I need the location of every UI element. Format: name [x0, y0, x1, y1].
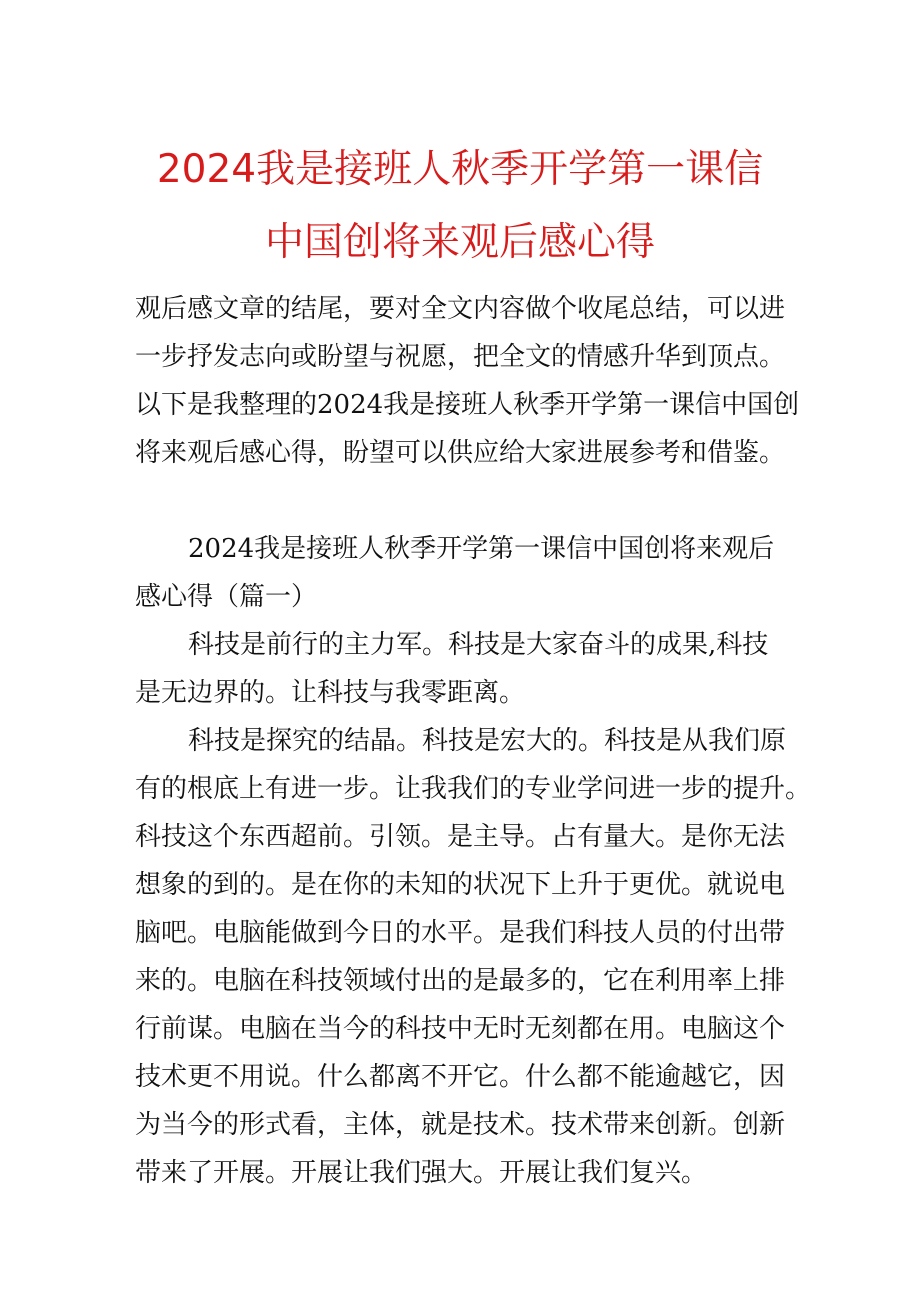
body-paragraph-1: [135, 621, 815, 717]
paragraph-line: 行前谋。电脑在当今的科技中无时无刻都在用。电脑这个: [135, 1014, 786, 1044]
intro-paragraph: [135, 285, 815, 477]
section-heading: [135, 525, 815, 621]
section-heading-line: 感心得（篇一）: [135, 582, 318, 612]
paragraph-line: 技术更不用说。什么都离不开它。什么都不能逾越它，因: [135, 1062, 786, 1092]
paragraph-line: 想象的到的。是在你的未知的状况下上升于更优。就说电: [135, 870, 786, 900]
paragraph-line: 带来了开展。开展让我们强大。开展让我们复兴。: [135, 1158, 708, 1188]
intro-line: 以下是我整理的2024我是接班人秋季开学第一课信中国创: [135, 390, 800, 420]
paragraph-line: 科技是探究的结晶。科技是宏大的。科技是从我们原: [188, 726, 787, 756]
body-paragraph-2: [135, 717, 815, 1197]
paragraph-line: 科技是前行的主力军。科技是大家奋斗的成果,科技: [188, 630, 769, 660]
document-title-line-1: 2024我是接班人秋季开学第一课信: [156, 147, 764, 192]
document-title-line-2: 中国创将来观后感心得: [264, 220, 655, 265]
intro-line: 将来观后感心得，盼望可以供应给大家进展参考和借鉴。: [135, 438, 786, 468]
paragraph-line: 为当今的形式看，主体，就是技术。技术带来创新。创新: [135, 1110, 786, 1140]
intro-line: 观后感文章的结尾，要对全文内容做个收尾总结，可以进: [135, 294, 786, 324]
paragraph-line: 有的根底上有进一步。让我我们的专业学问进一步的提升。: [135, 774, 812, 804]
section-heading-line: 2024我是接班人秋季开学第一课信中国创将来观后: [188, 534, 775, 564]
paragraph-line: 脑吧。电脑能做到今日的水平。是我们科技人员的付出带: [135, 918, 786, 948]
paragraph-line: 来的。电脑在科技领域付出的是最多的，它在利用率上排: [135, 966, 786, 996]
intro-line: 一步抒发志向或盼望与祝愿，把全文的情感升华到顶点。: [135, 342, 786, 372]
paragraph-line: 科技这个东西超前。引领。是主导。占有量大。是你无法: [135, 822, 786, 852]
paragraph-line: 是无边界的。让科技与我零距离。: [135, 678, 526, 708]
